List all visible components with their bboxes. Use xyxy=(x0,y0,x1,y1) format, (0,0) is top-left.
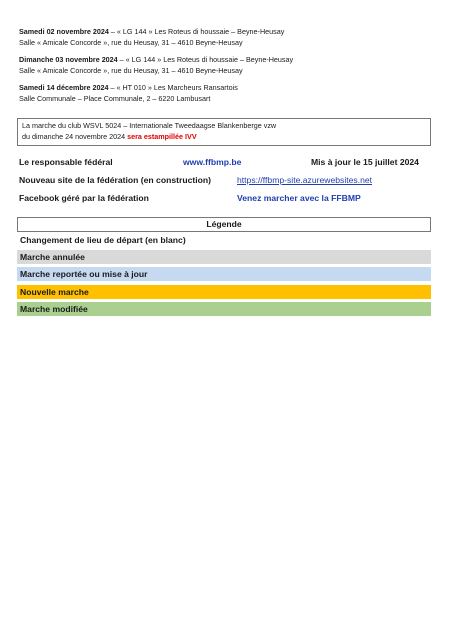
notice-line2: du dimanche 24 novembre 2024 xyxy=(22,131,128,141)
responsible-label: Le responsable fédéral xyxy=(19,157,113,167)
facebook-label: Facebook géré par la fédération xyxy=(19,193,149,203)
legend-title: Légende xyxy=(17,217,431,232)
walk-details: – « LG 144 » Les Roteus di houssaie – Beyne-Heusay xyxy=(117,55,294,64)
walk-details: – « LG 144 » Les Roteus di houssaie – Beyne-Heusay xyxy=(108,27,285,36)
new-site-link[interactable]: https://ffbmp-site.azurewebsites.net xyxy=(237,175,373,185)
walk-address: Salle « Amicale Concorde », rue du Heusay, 31 – 4610 Beyne-Heusay xyxy=(19,37,243,47)
walk-date: Samedi 14 décembre 2024 xyxy=(19,83,109,92)
updated-date: Mis à jour le 15 juillet 2024 xyxy=(311,157,419,167)
legend-item-new: Nouvelle marche xyxy=(17,285,431,299)
ivv-notice-box xyxy=(17,118,431,146)
walk-address: Salle Communale – Place Communale, 2 – 6220 Lambusart xyxy=(19,93,211,103)
walk-entry xyxy=(19,55,293,76)
notice-highlight: sera estampillée IVV xyxy=(127,131,197,141)
new-site-label: Nouveau site de la fédération (en construction) xyxy=(19,175,211,185)
walk-entry xyxy=(19,27,284,48)
walk-date: Dimanche 03 novembre 2024 xyxy=(19,55,118,64)
legend-item-relocated: Changement de lieu de départ (en blanc) xyxy=(20,235,186,245)
walk-entry xyxy=(19,83,238,104)
legend-item-postponed: Marche reportée ou mise à jour xyxy=(17,267,431,281)
legend-item-modified: Marche modifiée xyxy=(17,302,431,316)
notice-line1: La marche du club WSVL 5024 – Internationale Tweedaagse Blankenberge vzw xyxy=(22,121,277,130)
walk-details: – « HT 010 » Les Marcheurs Ransartois xyxy=(108,83,238,92)
walk-address: Salle « Amicale Concorde », rue du Heusay, 31 – 4610 Beyne-Heusay xyxy=(19,65,243,75)
legend-item-cancelled: Marche annulée xyxy=(17,250,431,264)
walk-date: Samedi 02 novembre 2024 xyxy=(19,27,109,36)
facebook-link[interactable]: Venez marcher avec la FFBMP xyxy=(237,193,361,203)
website-link[interactable]: www.ffbmp.be xyxy=(183,157,242,167)
